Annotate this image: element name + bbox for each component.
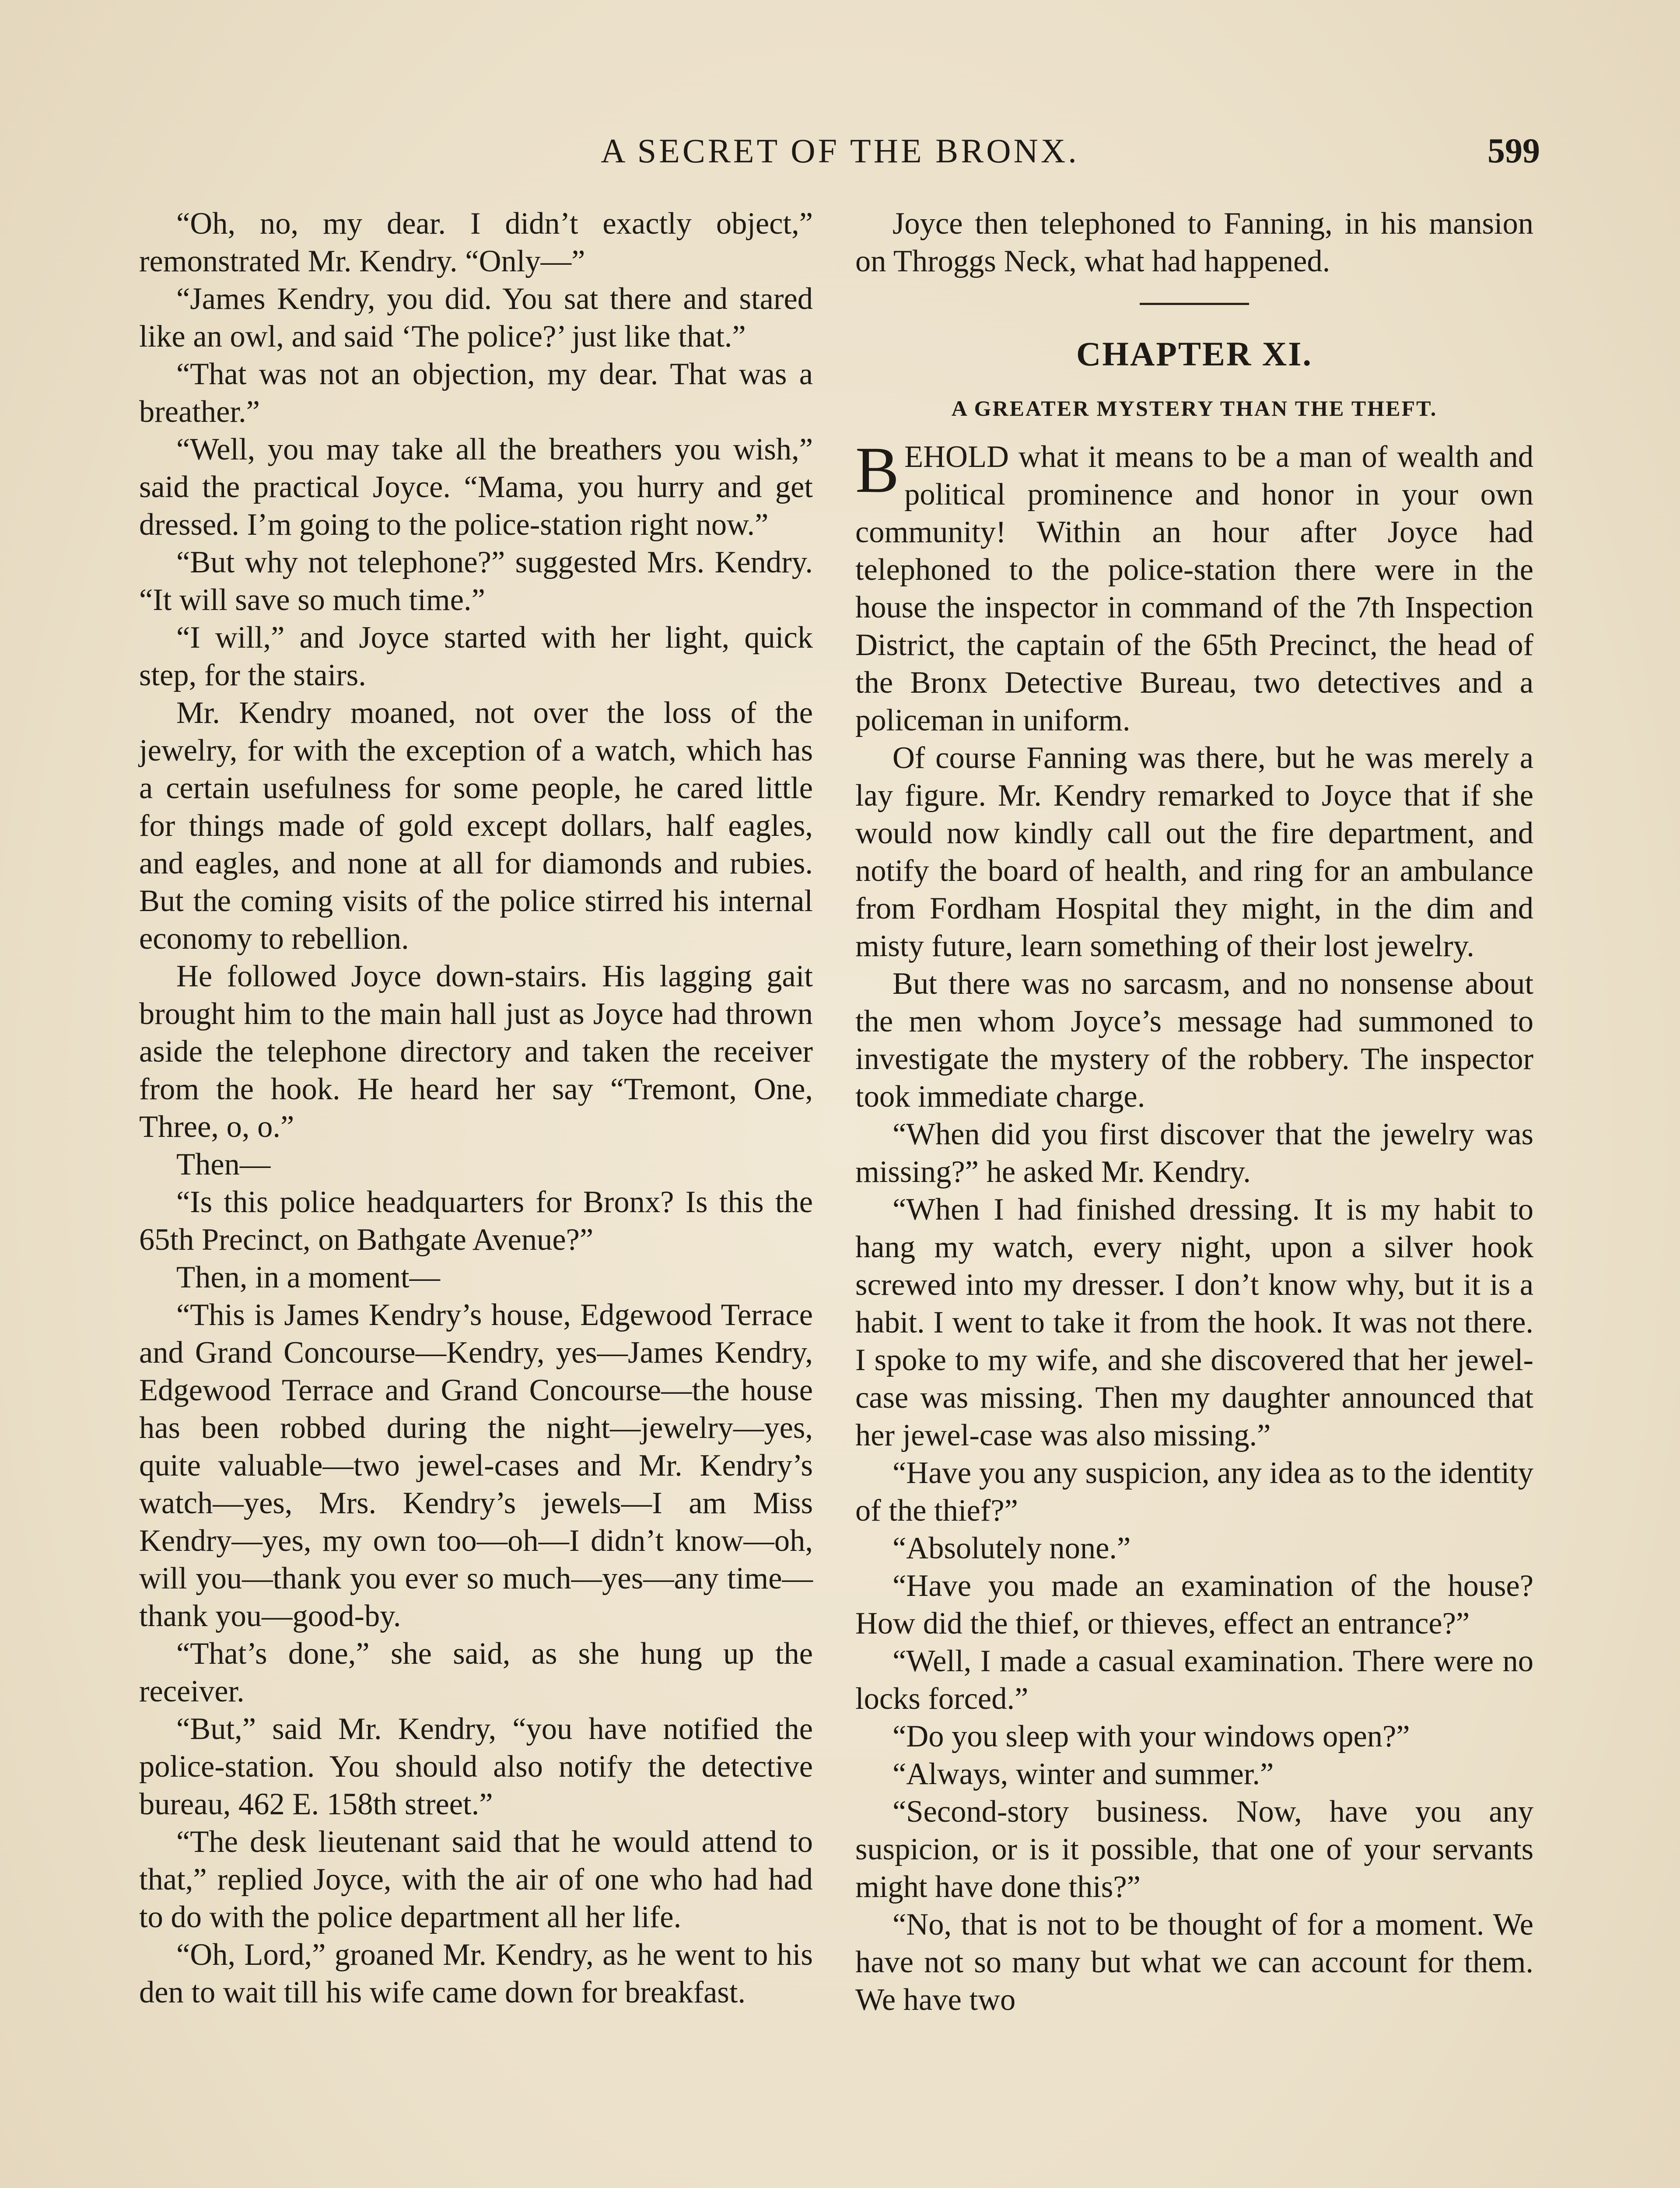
paragraph: Mr. Kendry moaned, not over the loss of the jewelry, for with the exception of a watch, which has a certain usefulness for some people, he cared little for things made of gold except dollars, half eagles, and eagles, and none at all for diamonds and rubies. But the coming visits of the police stirred his internal economy to rebellion. — [139, 696, 813, 956]
paragraph: “That was not an objection, my dear. That was a breather.” — [139, 357, 813, 429]
paragraph: “Have you any suspicion, any idea as to the identity of the thief?” — [855, 1456, 1533, 1528]
paragraph: Then, in a moment— — [176, 1260, 441, 1294]
paragraph: “The desk lieutenant said that he would attend to that,” replied Joyce, with the air of one who had had to do with the police department all her life. — [139, 1825, 813, 1934]
drop-cap: B — [855, 434, 900, 506]
section-divider — [1140, 303, 1249, 305]
paragraph: “But,” said Mr. Kendry, “you have notified the police-station. You should also notify the detective bureau, 462 E. 158th street.” — [139, 1712, 813, 1821]
paragraph: “Well, you may take all the breathers you wish,” said the practical Joyce. “Mama, you hurry and get dressed. I’m going to the police-station right now.” — [139, 432, 813, 542]
paragraph: “I will,” and Joyce started with her light, quick step, for the stairs. — [139, 621, 813, 692]
paragraph: But there was no sarcasm, and no nonsense about the men whom Joyce’s message had summoned to investigate the mystery of the robbery. The inspector took immediate charge. — [855, 967, 1533, 1114]
paragraph: “Oh, no, my dear. I didn’t exactly object,” remonstrated Mr. Kendry. “Only—” — [139, 207, 813, 278]
paragraph: “Do you sleep with your windows open?” — [892, 1719, 1410, 1753]
paragraph: “James Kendry, you did. You sat there and stared like an owl, and said ‘The police?’ just like that.” — [139, 282, 813, 354]
chapter-opening-text: EHOLD what it means to be a man of wealth and political prominence and honor in your own community! Within an hour after Joyce had telephoned to the police-station there were in the house the inspector in command of the 7th Inspection District, the captain of the 65th Precinct, the head of the Bronx Detective Bureau, two detectives and a policeman in uniform. — [855, 440, 1533, 737]
paragraph: “No, that is not to be thought of for a moment. We have not so many but what we can account for them. We have two — [855, 1907, 1533, 2017]
left-column — [139, 205, 813, 2011]
paragraph: Of course Fanning was there, but he was merely a lay figure. Mr. Kendry remarked to Joyce that if she would now kindly call out the fire department, and notify the board of health, and ring for an ambulance from Fordham Hospital they might, in the dim and misty future, learn something of their lost jewelry. — [855, 741, 1533, 963]
running-head — [140, 131, 1540, 179]
paragraph: “Always, winter and summer.” — [892, 1757, 1274, 1791]
running-title: A SECRET OF THE BRONX. — [601, 132, 1079, 170]
chapter-subtitle: A GREATER MYSTERY THAN THE THEFT. — [951, 396, 1438, 421]
chapter-heading: CHAPTER XI. — [1076, 335, 1313, 373]
right-column — [855, 205, 1533, 2019]
paragraph: “This is James Kendry’s house, Edgewood Terrace and Grand Concourse—Kendry, yes—James Kendry, Edgewood Terrace and Grand Concourse—the house has been robbed during the night—jewelry—yes, quite valuable—two jewel-cases and Mr. Kendry’s watch—yes, Mrs. Kendry’s jewels—I am Miss Kendry—yes, my own too—oh—I didn’t know—oh, will you—thank you ever so much—yes—any time—thank you—good-by. — [139, 1298, 813, 1633]
paragraph: Joyce then telephoned to Fanning, in his mansion on Throggs Neck, what had happened. — [855, 207, 1533, 278]
paragraph: “Absolutely none.” — [892, 1531, 1131, 1565]
paragraph: “Is this police headquarters for Bronx? Is this the 65th Precinct, on Bathgate Avenue?” — [139, 1185, 813, 1257]
paragraph: “Oh, Lord,” groaned Mr. Kendry, as he went to his den to wait till his wife came down for breakfast. — [139, 1938, 813, 2009]
paragraph: “When I had finished dressing. It is my habit to hang my watch, every night, upon a silver hook screwed into my dresser. I don’t know why, but it is a habit. I went to take it from the hook. It was not there. I spoke to my wife, and she discovered that her jewel-case was missing. Then my daughter announced that her jewel-case was also missing.” — [855, 1192, 1533, 1452]
paragraph: Then— — [176, 1147, 271, 1182]
paragraph: “When did you first discover that the jewelry was missing?” he asked Mr. Kendry. — [855, 1117, 1533, 1189]
paragraph: “Have you made an examination of the house? How did the thief, or thieves, effect an entrance?” — [855, 1569, 1533, 1641]
paragraph: “That’s done,” she said, as she hung up the receiver. — [139, 1637, 813, 1708]
chapter-opening-paragraph — [855, 434, 1533, 739]
paragraph: “But why not telephone?” suggested Mrs. Kendry. “It will save so much time.” — [139, 545, 813, 617]
page-number: 599 — [1488, 132, 1540, 170]
paragraph: “Second-story business. Now, have you any suspicion, or is it possible, that one of your servants might have done this?” — [855, 1795, 1533, 1904]
paragraph: “Well, I made a casual examination. There were no locks forced.” — [855, 1644, 1533, 1716]
paragraph: He followed Joyce down-stairs. His lagging gait brought him to the main hall just as Joyce had thrown aside the telephone directory and taken the receiver from the hook. He heard her say “Tremont, One, Three, o, o.” — [139, 959, 813, 1144]
